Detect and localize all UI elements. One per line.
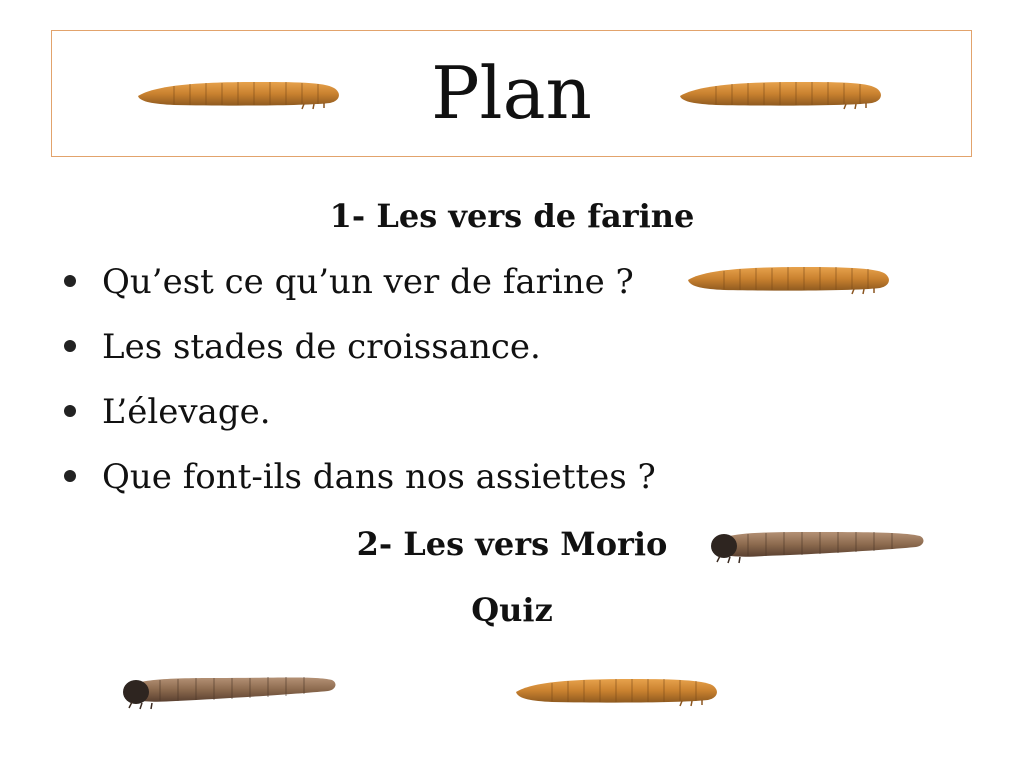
section-heading-1: 1- Les vers de farine [329, 197, 695, 235]
morio-worm-image-bottom [116, 670, 340, 710]
mealworm-image-bullet [684, 260, 894, 298]
bullet-text: Qu’est ce qu’un ver de farine ? [102, 262, 634, 302]
bullet-icon [64, 470, 76, 482]
section-heading-3: Quiz [471, 591, 553, 629]
slide-title: Plan [431, 51, 592, 135]
bullet-item [60, 323, 656, 388]
bullet-icon [64, 340, 76, 352]
bullet-icon [64, 275, 76, 287]
mealworm-image-bottom [512, 672, 722, 710]
bullet-text: Les stades de croissance. [102, 327, 541, 367]
morio-worm-image-heading [704, 526, 928, 566]
bullet-text: Que font-ils dans nos assiettes ? [102, 457, 656, 497]
bullet-text: L’élevage. [102, 392, 271, 432]
mealworm-image-title-right [676, 74, 886, 112]
mealworm-image-title-left [134, 74, 344, 112]
bullet-item [60, 453, 656, 518]
bullet-item [60, 388, 656, 453]
bullet-item [60, 258, 656, 323]
bullet-list [60, 258, 656, 518]
section-heading-2: 2- Les vers Morio [356, 525, 668, 563]
bullet-icon [64, 405, 76, 417]
